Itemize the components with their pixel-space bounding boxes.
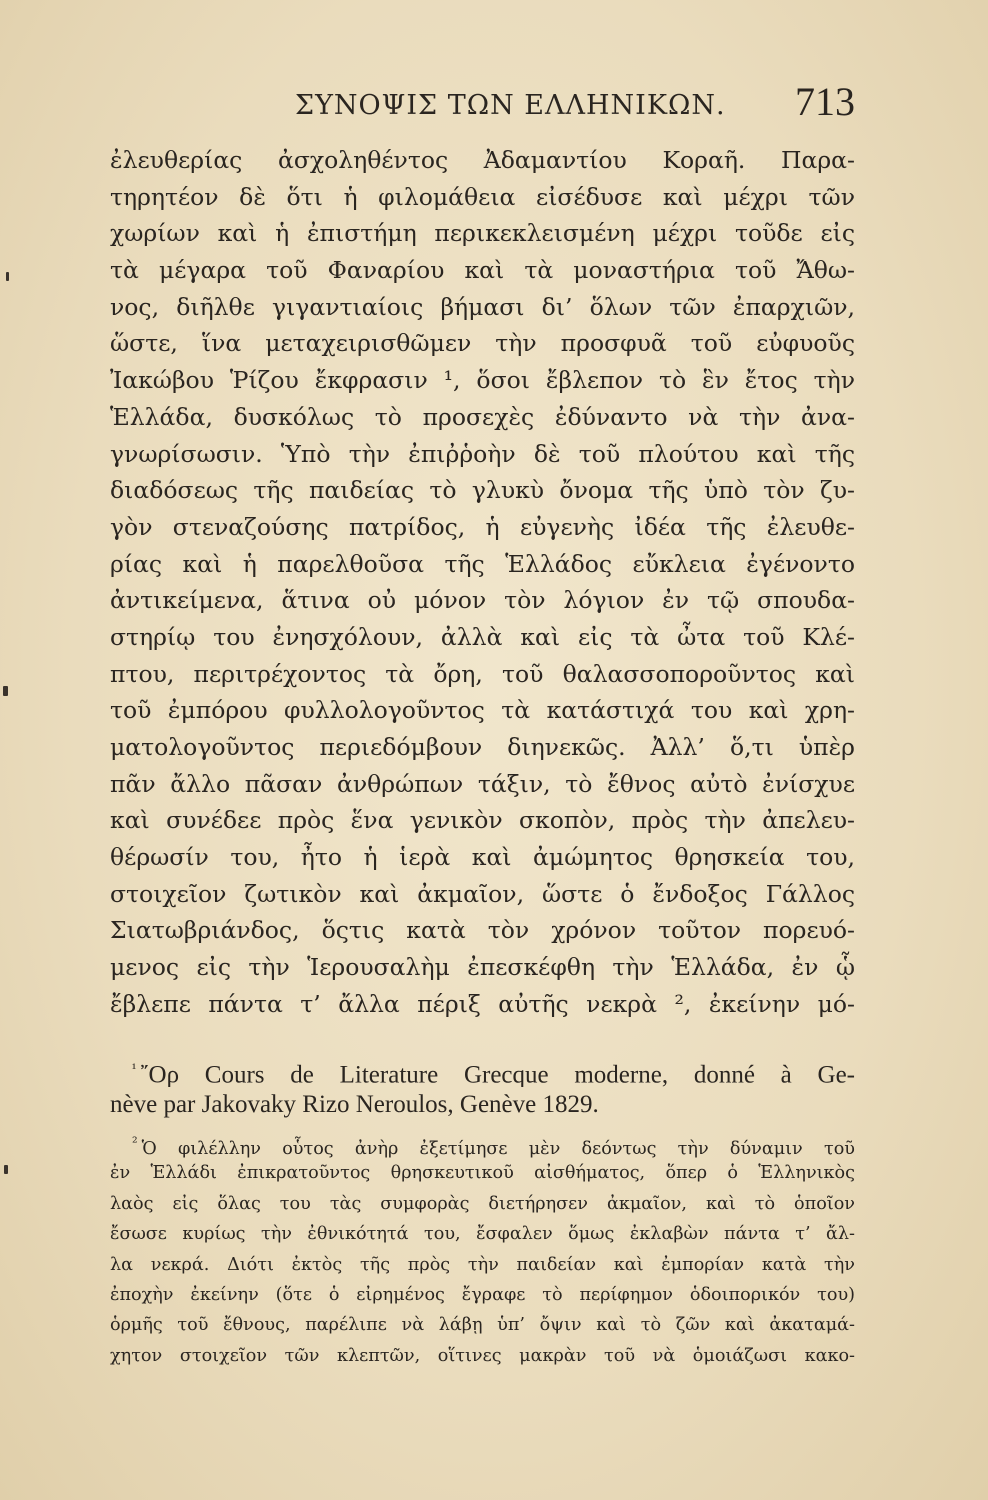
footnote-marker: ¹ — [132, 1062, 137, 1077]
text-line: ἐλευθερίας ἀσχοληθέντος Ἀδαμαντίου Κοραῆ. Παρα- — [110, 146, 855, 174]
footnote-line: ἐποχὴν ἐκείνην (ὅτε ὁ εἰρημένος ἔγραφε τὸ περίφημον ὁδοιπορικόν του) — [110, 1284, 855, 1305]
text-line: τὰ μέγαρα τοῦ Φαναρίου καὶ τὰ μοναστήρια τοῦ Ἄθω- — [110, 256, 855, 285]
footnote-line: ὁρμῆς τοῦ ἔθνους, παρέλιπε νὰ λάβῃ ὑπ’ ὄψιν καὶ τὸ ζῶν καὶ ἀκαταμά- — [110, 1315, 855, 1336]
text-line: τηρητέον δὲ ὅτι ἡ φιλομάθεια εἰσέδυσε καὶ μέχρι τῶν — [110, 182, 855, 211]
text-line: ἔβλεπε πάντα τ’ ἄλλα πέριξ αὐτῆς νεκρὰ ², ἐκείνην μό- — [110, 989, 855, 1018]
text-line: γὸν στεναζούσης πατρίδος, ἡ εὐγενὴς ἰδέα τῆς ἐλευθε- — [110, 512, 855, 541]
text-line: Σιατωβριάνδος, ὅςτις κατὰ τὸν χρόνον τοῦτον πορευό- — [110, 916, 855, 945]
text-line: ὥστε, ἵνα μεταχειρισθῶμεν τὴν προσφυᾶ τοῦ εὐφυοῦς — [110, 329, 855, 358]
text-line: καὶ συνέδεε πρὸς ἕνα γενικὸν σκοπὸν, πρὸς τὴν ἀπελευ- — [110, 806, 855, 835]
footnote-line: ἔσωσε κυρίως τὴν ἐθνικότητά του, ἔσφαλεν ὅμως ἐκλαβὼν πάντα τ’ ἄλ- — [110, 1224, 855, 1245]
text-line: στοιχεῖον ζωτικὸν καὶ ἀκμαῖον, ὥστε ὁ ἔνδοξος Γάλλος — [110, 879, 855, 908]
footnote-2 — [110, 1128, 855, 1371]
margin-mark — [3, 686, 8, 696]
text-line: Ἑλλάδα, δυσκόλως τὸ προσεχὲς ἐδύναντο νὰ τὴν ἀνα- — [110, 402, 855, 431]
text-line: στηρίῳ του ἐνησχόλουν, ἀλλὰ καὶ εἰς τὰ ὦτα τοῦ Κλέ- — [110, 622, 855, 651]
text-line: νος, διῆλθε γιγαντιαίοις βήμασι δι’ ὅλων τῶν ἐπαρχιῶν, — [110, 292, 855, 321]
text-line: πᾶν ἄλλο πᾶσαν ἀνθρώπων τάξιν, τὸ ἔθνος αὐτὸ ἐνίσχυε — [110, 769, 855, 798]
margin-mark — [6, 272, 9, 281]
text-line: τοῦ ἐμπόρου φυλλολογοῦντος τὰ κατάστιχά του καὶ χρη- — [110, 696, 855, 725]
margin-mark — [4, 1165, 8, 1174]
page-number: 713 — [795, 79, 855, 124]
footnote-1 — [110, 1052, 855, 1122]
footnotes — [110, 1052, 855, 1371]
footnote-line — [110, 1052, 855, 1087]
footnote-text: ῎Ορ Cours de Literature Grecque moderne, donné à Ge- — [140, 1061, 855, 1087]
footnote-line: χητον στοιχεῖον τῶν κλεπτῶν, οἵτινες μακρὰν τοῦ νὰ ὁμοιάζωσι κακο- — [110, 1345, 855, 1366]
footnote-line: ἐν Ἑλλάδι ἐπικρατοῦντος θρησκευτικοῦ αἰσθήματος, ὅπερ ὁ Ἑλληνικὸς — [110, 1163, 855, 1184]
footnote-marker: ² — [132, 1135, 138, 1151]
text-line: διαδόσεως τῆς παιδείας τὸ γλυκὺ ὄνομα τῆς ὑπὸ τὸν ζυ- — [110, 476, 855, 505]
running-title: ΣΥΝΟΨΙΣ ΤΩΝ ΕΛΛΗΝΙΚΩΝ. — [295, 90, 726, 121]
text-line: ματολογοῦντος περιεδόμβουν διηνεκῶς. Ἀλλ’ ὅ,τι ὑπὲρ — [110, 733, 855, 761]
text-line: γνωρίσωσιν. Ὑπὸ τὴν ἐπιῤῥοὴν δὲ τοῦ πλούτου καὶ τῆς — [110, 439, 855, 468]
text-line: ρίας καὶ ἡ παρελθοῦσα τῆς Ἑλλάδος εὔκλεια ἐγένοντο — [110, 549, 855, 578]
text-line: θέρωσίν του, ἦτο ἡ ἱερὰ καὶ ἀμώμητος θρησκεία του, — [110, 843, 855, 872]
footnote-line — [110, 1128, 855, 1158]
page-header — [110, 78, 855, 128]
footnote-line: nève par Jakovaky Rizo Neroulos, Genève 1829. — [110, 1091, 599, 1118]
footnote-text: Ὁ φιλέλλην οὗτος ἀνὴρ ἐξετίμησε μὲν δεόντως τὴν δύναμιν τοῦ — [141, 1138, 855, 1159]
footnote-line: λα νεκρά. Διότι ἐκτὸς τῆς πρὸς τὴν παιδείαν καὶ ἐμπορίαν κατὰ τὴν — [110, 1254, 855, 1275]
text-line: Ἰακώβου Ῥίζου ἔκφρασιν ¹, ὅσοι ἔβλεπον τὸ ἓν ἔτος τὴν — [110, 366, 855, 395]
text-line: μενος εἰς τὴν Ἱερουσαλὴμ ἐπεσκέφθη τὴν Ἑλλάδα, ἐν ᾧ — [110, 953, 855, 982]
text-line: ἀντικείμενα, ἅτινα οὐ μόνον τὸν λόγιον ἐν τῷ σπουδα- — [110, 586, 855, 615]
footnote-line: λαὸς εἰς ὅλας του τὰς συμφορὰς διετήρησεν ἀκμαῖον, καὶ τὸ ὁποῖον — [110, 1193, 855, 1214]
text-line: πτου, περιτρέχοντος τὰ ὄρη, τοῦ θαλασσοποροῦντος καὶ — [110, 659, 855, 688]
text-line: χωρίων καὶ ἡ ἐπιστήμη περικεκλεισμένη μέχρι τοῦδε εἰς — [110, 219, 855, 248]
main-text — [110, 142, 855, 1023]
